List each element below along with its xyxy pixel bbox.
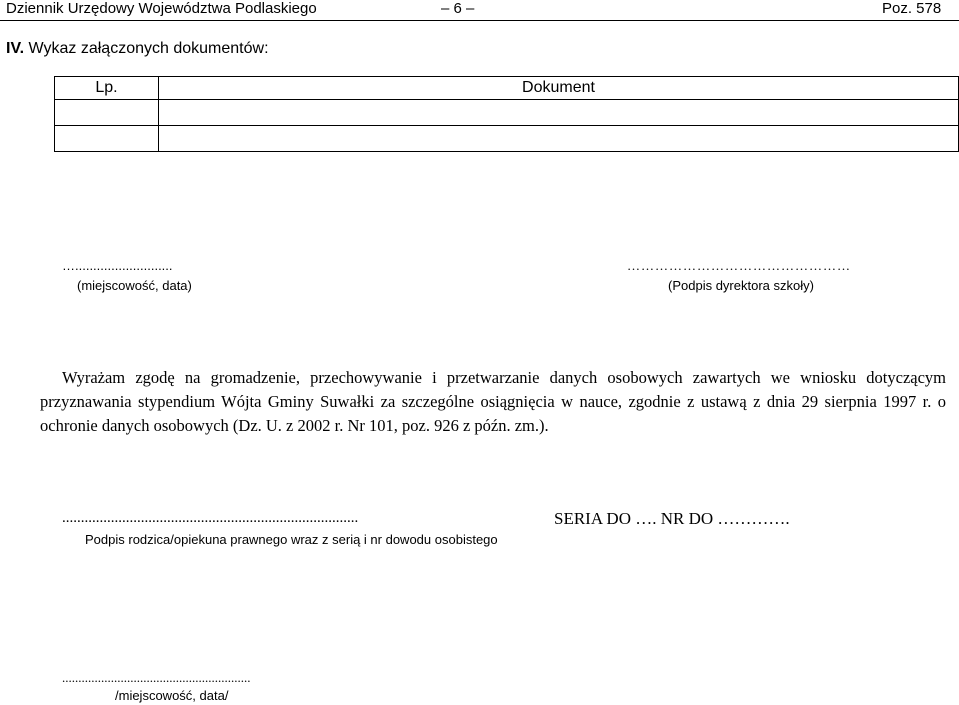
- position-number: Poz. 578: [882, 0, 942, 17]
- table-row: [55, 100, 959, 126]
- table-cell-document[interactable]: [159, 100, 959, 126]
- page-number: – 6 –: [441, 0, 475, 17]
- table-cell-document[interactable]: [159, 126, 959, 152]
- column-header-lp: Lp.: [55, 77, 159, 100]
- parent-signature-field[interactable]: ...............................................................................: [62, 510, 359, 526]
- section-title: Wykaz załączonych dokumentów:: [28, 40, 269, 57]
- table-row: [55, 126, 959, 152]
- consent-paragraph: Wyrażam zgodę na gromadzenie, przechowywanie i przetwarzanie danych osobowych zawartych we wniosku dotyczącym przyznawania stypendium Wójta Gminy Suwałki za szczególne osiągnięcia w nauce, zgodnie z ustawą z dnia 29 sierpnia 1997 r. o ochronie danych osobowych (Dz. U. z 2002 r. Nr 101, poz. 926 z późn. zm.).: [40, 368, 946, 435]
- section-heading: [6, 40, 269, 58]
- header-rule: [0, 20, 959, 21]
- table-cell-lp[interactable]: [55, 126, 159, 152]
- place-date-label: (miejscowość, data): [77, 278, 192, 293]
- section-number: IV.: [6, 40, 25, 57]
- director-signature-label: (Podpis dyrektora szkoły): [668, 278, 814, 293]
- journal-title: Dziennik Urzędowy Województwa Podlaskiego: [6, 0, 317, 17]
- id-series-number-field[interactable]: SERIA DO …. NR DO ………….: [554, 509, 790, 528]
- place-date-field[interactable]: …...........................: [62, 258, 173, 273]
- parent-signature-label: Podpis rodzica/opiekuna prawnego wraz z serią i nr dowodu osobistego: [85, 532, 498, 547]
- documents-table: [54, 76, 959, 152]
- column-header-document: Dokument: [159, 77, 959, 100]
- table-header-row: [55, 77, 959, 100]
- place-date-field-bottom[interactable]: ..........................................................: [62, 670, 251, 685]
- table-cell-lp[interactable]: [55, 100, 159, 126]
- director-signature-field[interactable]: …………………………………………: [627, 258, 851, 273]
- place-date-label-bottom: /miejscowość, data/: [115, 688, 229, 703]
